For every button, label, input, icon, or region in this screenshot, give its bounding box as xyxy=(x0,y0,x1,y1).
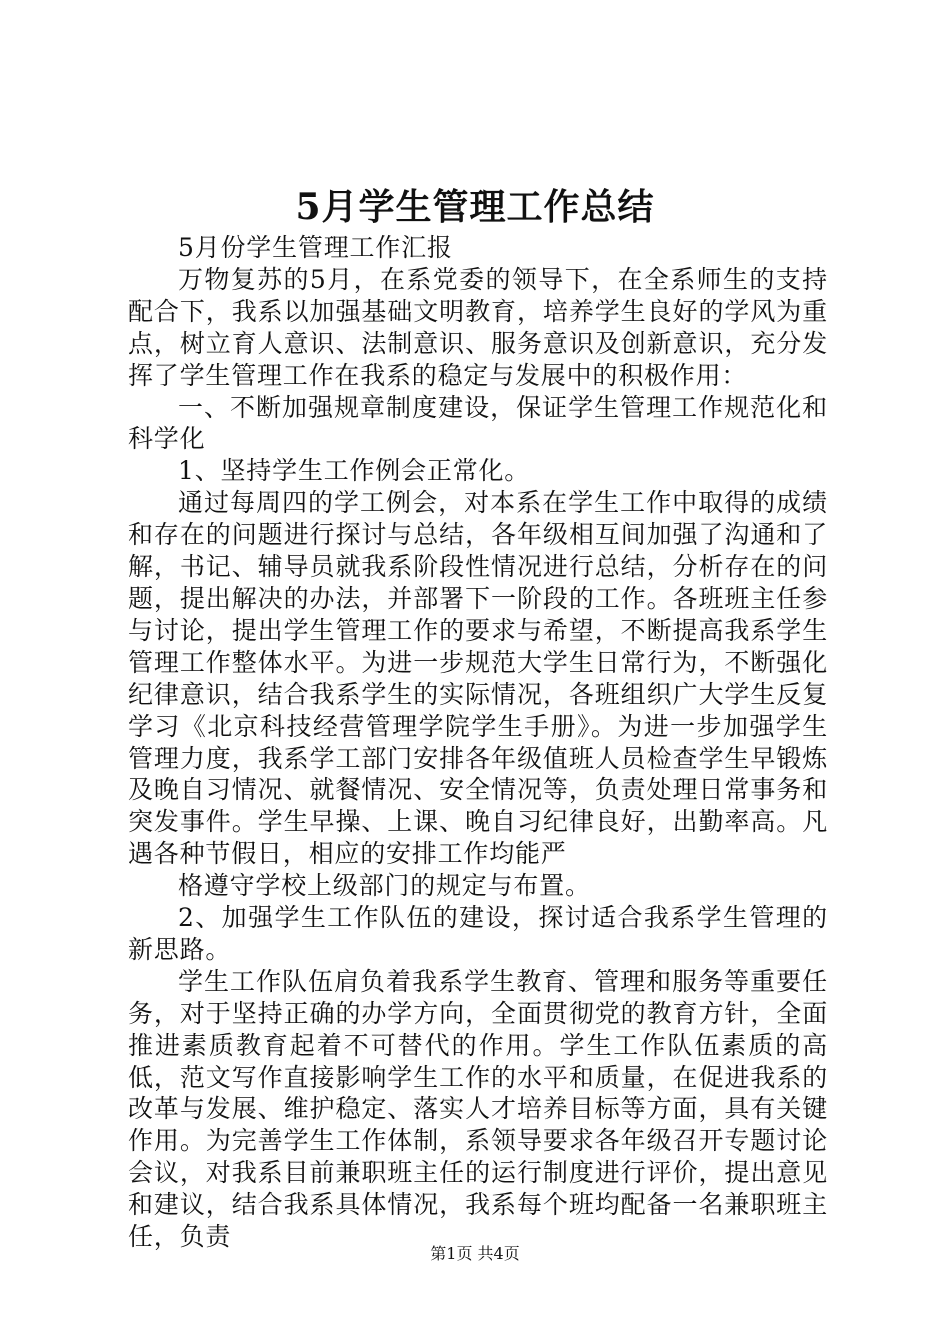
document-body xyxy=(128,232,828,1253)
paragraph-team: 学生工作队伍肩负着我系学生教育、管理和服务等重要任务，对于坚持正确的办学方向，全面贯彻党的教育方针，全面推进素质教育起着不可替代的作用。学生工作队伍素质的高低，范文写作直接影响学生工作的水平和质量，在促进我系的改革与发展、维护稳定、落实人才培养目标等方面，具有关键作用。为完善学生工作体制，系领导要求各年级召开专题讨论会议，对我系目前兼职班主任的运行制度进行评价，提出意见和建议，结合我系具体情况，我系每个班均配备一名兼职班主任，负责 xyxy=(128,966,828,1252)
paragraph-continuation: 格遵守学校上级部门的规定与布置。 xyxy=(178,871,591,901)
paragraph-meetings: 通过每周四的学工例会，对本系在学生工作中取得的成绩和存在的问题进行探讨与总结，各年级相互间加强了沟通和了解，书记、辅导员就我系阶段性情况进行总结，分析存在的问题，提出解决的办法，并部署下一阶段的工作。各班班主任参与讨论，提出学生管理工作的要求与希望，不断提高我系学生管理工作整体水平。为进一步规范大学生日常行为，不断强化纪律意识，结合我系学生的实际情况，各班组织广大学生反复学习《北京科技经营管理学院学生手册》。为进一步加强学生管理力度，我系学工部门安排各年级值班人员检查学生早锻炼及晚自习情况、就餐情况、安全情况等，负责处理日常事务和突发事件。学生早操、上课、晚自习纪律良好，出勤率高。凡遇各种节假日，相应的安排工作均能严 xyxy=(128,488,828,869)
subsection-heading-1: 1、坚持学生工作例会正常化。 xyxy=(178,456,531,486)
page-number-footer: 第1页 共4页 xyxy=(430,1244,520,1263)
paragraph-intro: 万物复苏的5月，在系党委的领导下，在全系师生的支持配合下，我系以加强基础文明教育，培养学生良好的学风为重点，树立育人意识、法制意识、服务意识及创新意识，充分发挥了学生管理工作在我系的稳定与发展中的积极作用： xyxy=(128,264,828,390)
section-heading-1: 一、不断加强规章制度建设，保证学生管理工作规范化和科学化 xyxy=(128,392,828,454)
paragraph-subtitle: 5月份学生管理工作汇报 xyxy=(178,233,453,262)
document-title: 5月学生管理工作总结 xyxy=(295,186,655,228)
subsection-heading-2: 2、加强学生工作队伍的建设，探讨适合我系学生管理的新思路。 xyxy=(128,903,828,964)
